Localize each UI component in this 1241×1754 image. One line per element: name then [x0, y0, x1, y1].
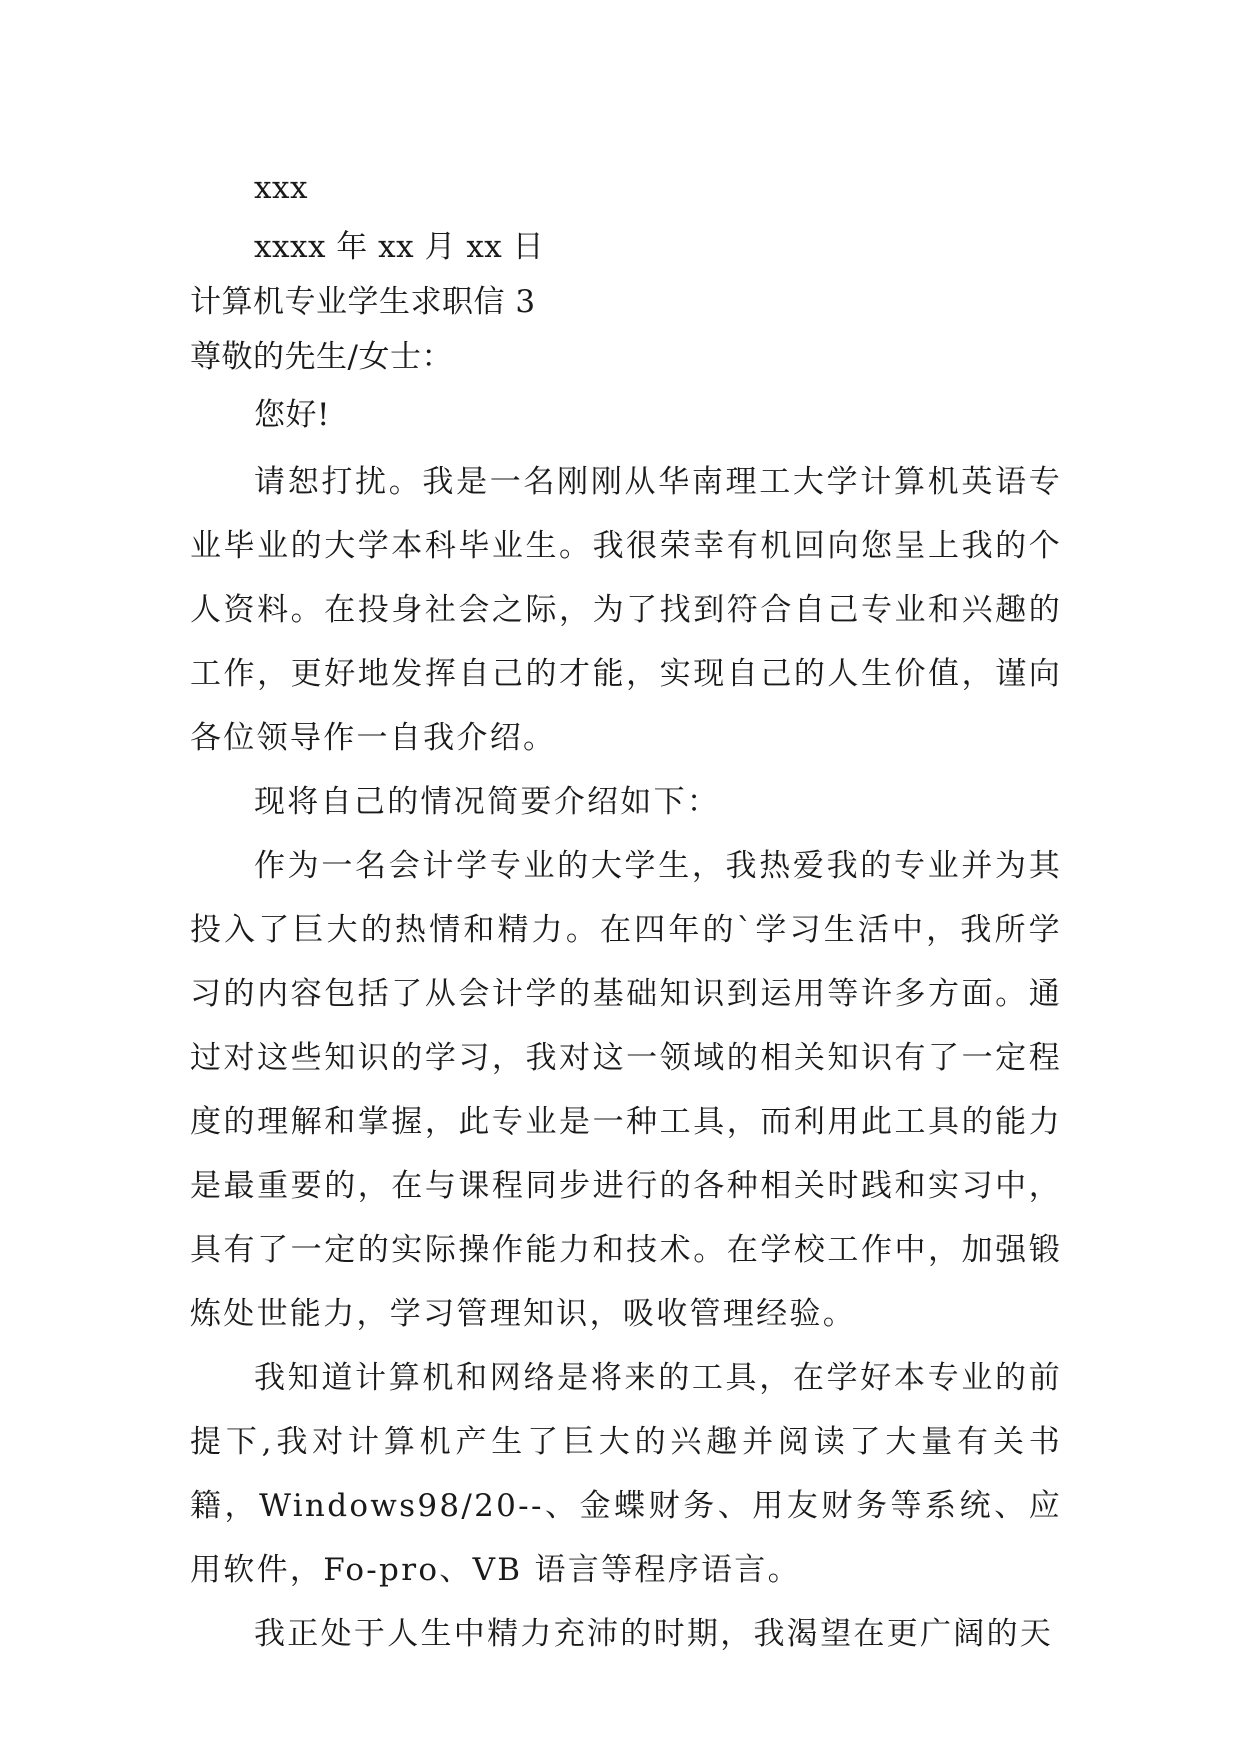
signature-name: xxx — [254, 170, 308, 206]
paragraph-major: 作为一名会计学专业的大学生，我热爱我的专业并为其投入了巨大的热情和精力。在四年的`学习生活中，我所学习的内容包括了从会计学的基础知识到运用等许多方面。通过对这些知识的学习，我对这一领域的相关知识有了一定程度的理解和掌握，此专业是一种工具，而利用此工具的能力是最重要的，在与课程同步进行的各种相关时践和实习中，具有了一定的实际操作能力和技术。在学校工作中，加强锻炼处世能力，学习管理知识，吸收管理经验。 — [190, 848, 1062, 1332]
paragraph-intro: 请恕打扰。我是一名刚刚从华南理工大学计算机英语专业毕业的大学本科毕业生。我很荣幸有机回向您呈上我的个人资料。在投身社会之际，为了找到符合自己专业和兴趣的工作，更好地发挥自己的才能，实现自己的人生价值，谨向各位领导作一自我介绍。 — [190, 464, 1062, 756]
salutation: 尊敬的先生/女士： — [190, 339, 453, 375]
paragraph-closing: 我正处于人生中精力充沛的时期，我渴望在更广阔的天 — [254, 1616, 1054, 1652]
signature-date: xxxx 年 xx 月 xx 日 — [254, 229, 545, 265]
letter-heading: 计算机专业学生求职信 3 — [190, 284, 536, 320]
paragraph-computer-skills: 我知道计算机和网络是将来的工具，在学好本专业的前提下,我对计算机产生了巨大的兴趣并阅读了大量有关书籍，Windows98/20--、金蝶财务、用友财务等系统、应用软件，Fo-pro、VB 语言等程序语言。 — [190, 1360, 1062, 1588]
greeting: 您好! — [254, 397, 330, 433]
paragraph-overview: 现将自己的情况简要介绍如下： — [254, 784, 721, 820]
